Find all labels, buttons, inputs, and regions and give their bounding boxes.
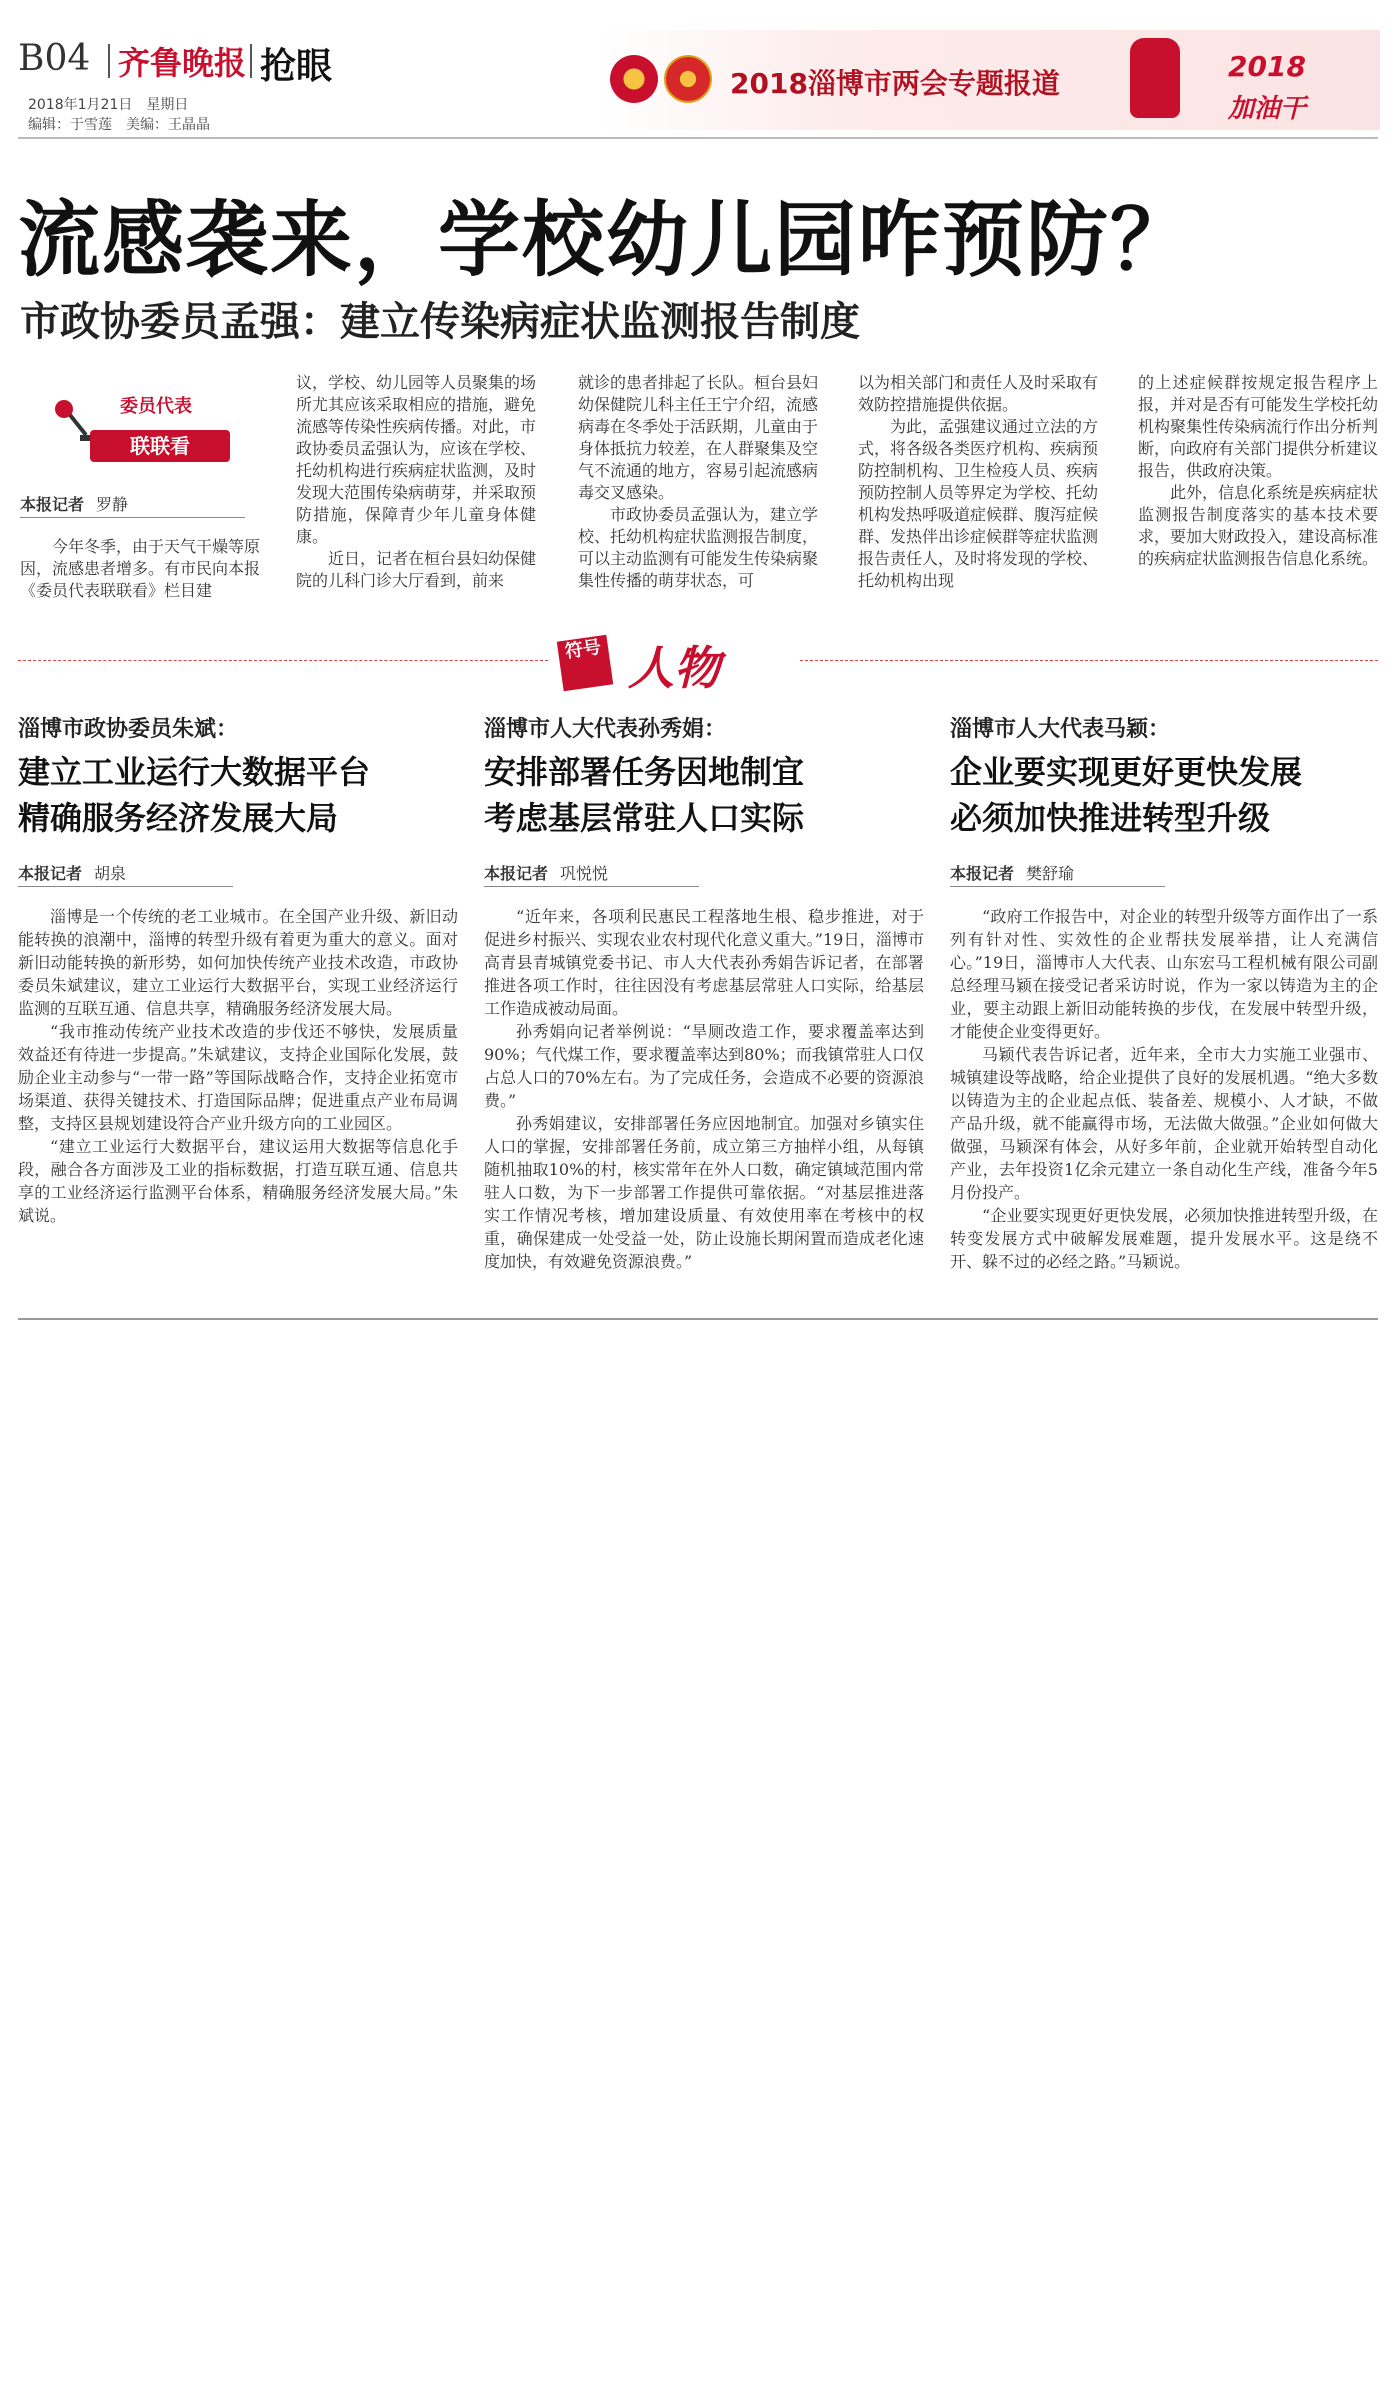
paragraph: 的上述症候群按规定报告程序上报，并对是否有可能发生学校托幼机构聚集性传染病流行作出分析判断，向政府有关部门提供分析建议报告，供政府决策。 — [1138, 373, 1379, 480]
article-column-2 — [296, 372, 536, 592]
column-logo-bottom: 联联看 — [90, 430, 230, 462]
section-logo-badge: 符号 — [557, 635, 613, 691]
story-title-line-1: 企业要实现更好更快发展 — [950, 753, 1303, 791]
paragraph: 就诊的患者排起了长队。桓台县妇幼保健院儿科主任王宁介绍，流感病毒在冬季处于活跃期，儿童由于身体抵抗力较差，在人群聚集及空气不流通的地方，容易引起流感病毒交叉感染。 — [578, 373, 819, 502]
sub-headline: 市政协委员孟强：建立传染病症状监测报告制度 — [20, 299, 860, 345]
banner-title: 2018淄博市两会专题报道 — [730, 67, 1060, 100]
story-title-line-1: 安排部署任务因地制宜 — [484, 753, 805, 791]
banner-slogan: 加油干 — [1228, 94, 1307, 124]
article-column-5 — [1138, 372, 1378, 570]
paragraph: 以为相关部门和责任人及时采取有效防控措施提供依据。 — [858, 373, 1099, 414]
paragraph: “建立工业运行大数据平台，建议运用大数据等信息化手段，融合各方面涉及工业的指标数据，打造互联互通、信息共享的工业经济运行监测平台体系，精确服务经济发展大局。”朱斌说。 — [18, 1137, 458, 1225]
bottom-rule — [18, 1318, 1378, 1320]
section-divider-right — [800, 660, 1378, 661]
paragraph: 市政协委员孟强认为，建立学校、托幼机构症状监测报告制度，可以主动监测有可能发生传染病聚集性传播的萌芽状态，可 — [578, 505, 819, 590]
article-column-1 — [20, 536, 260, 602]
article-byline — [20, 492, 245, 518]
story-byline — [950, 861, 1165, 887]
story-byline — [484, 861, 699, 887]
story-kicker: 淄博市人大代表马颖： — [950, 717, 1171, 742]
paragraph: 议，学校、幼儿园等人员聚集的场所尤其应该采取相应的措施，避免流感等传染性疾病传播。对此，市政协委员孟强认为，应该在学校、托幼机构进行疾病症状监测，及时发现大范围传染病萌芽，并采取预防措施，保障青少年儿童身体健康。 — [296, 373, 537, 546]
article-column-4 — [858, 372, 1098, 592]
paragraph: 此外，信息化系统是疾病症状监测报告制度落实的基本技术要求，要加大财政投入，建设高标准的疾病症状监测报告信息化系统。 — [1138, 483, 1379, 568]
section-divider-left — [18, 660, 548, 661]
staff-line: 编辑：于雪莲 美编：王晶晶 — [28, 117, 210, 133]
paragraph: 淄博是一个传统的老工业城市。在全国产业升级、新旧动能转换的浪潮中，淄博的转型升级有着更为重大的意义。面对新旧动能转换的新形势，如何加快传统产业技术改造，市政协委员朱斌建议，建立工业运行大数据平台，实现工业经济运行监测的互联互通、信息共享，精确服务经济发展大局。 — [18, 907, 458, 1018]
header-meta — [28, 95, 210, 135]
story-byline — [18, 861, 233, 887]
story-1 — [18, 712, 458, 1227]
story-2 — [484, 712, 924, 1273]
fist-icon — [1130, 38, 1180, 118]
main-headline: 流感袭来，学校幼儿园咋预防？ — [18, 193, 1195, 288]
newspaper-name: 齐鲁晚报 — [118, 44, 247, 82]
story-body — [18, 905, 458, 1227]
header-divider — [108, 44, 110, 78]
paragraph: “政府工作报告中，对企业的转型升级等方面作出了一系列有针对性、实效性的企业帮扶发展举措，让人充满信心。”19日，淄博市人大代表、山东宏马工程机械有限公司副总经理马颖在接受记者采访时说，作为一家以铸造为主的企业，要主动跟上新旧动能转换的步伐，在发展中转型升级，才能使企业变得更好。 — [950, 907, 1378, 1041]
byline-label: 本报记者 — [18, 864, 83, 883]
date-line: 2018年1月21日 星期日 — [28, 97, 189, 113]
story-kicker: 淄博市政协委员朱斌： — [18, 717, 239, 742]
byline-label: 本报记者 — [950, 864, 1015, 883]
paragraph: 孙秀娟向记者举例说：“旱厕改造工作，要求覆盖率达到90%；气代煤工作，要求覆盖率达到80%；而我镇常驻人口仅占总人口的70%左右。为了完成任务，会造成不必要的资源浪费。” — [484, 1022, 924, 1110]
column-logo-top: 委员代表 — [120, 396, 192, 417]
banner-year: 2018 — [1228, 50, 1306, 83]
story-3 — [950, 712, 1378, 1273]
paragraph: 近日，记者在桓台县妇幼保健院的儿科门诊大厅看到，前来 — [296, 549, 537, 590]
byline-label: 本报记者 — [20, 495, 85, 514]
byline-name: 胡泉 — [94, 864, 127, 883]
byline-name: 樊舒瑜 — [1026, 864, 1075, 883]
paragraph: 今年冬季，由于天气干燥等原因，流感患者增多。有市民向本报《委员代表联联看》栏目建 — [20, 537, 261, 600]
paragraph: 马颖代表告诉记者，近年来，全市大力实施工业强市、城镇建设等战略，给企业提供了良好的发展机遇。“绝大多数以铸造为主的企业起点低、装备差、规模小、人才缺，不做产品升级，就不能赢得市场，无法做大做强。”企业如何做大做强，马颖深有体会，从好多年前，企业就开始转型自动化产业，去年投资1亿余元建立一条自动化生产线，准备今年5月份投产。 — [950, 1045, 1378, 1202]
story-body — [484, 905, 924, 1273]
header-divider — [250, 44, 252, 78]
story-body — [950, 905, 1378, 1273]
header-rule — [18, 137, 1378, 139]
cppcc-emblem-icon — [664, 55, 712, 103]
section-name: 抢眼 — [260, 46, 333, 87]
story-kicker: 淄博市人大代表孙秀娟： — [484, 717, 727, 742]
byline-name: 罗静 — [96, 495, 129, 514]
national-emblem-icon — [610, 55, 658, 103]
paragraph: “近年来，各项利民惠民工程落地生根、稳步推进，对于促进乡村振兴、实现农业农村现代化意义重大。”19日，淄博市高青县青城镇党委书记、市人大代表孙秀娟告诉记者，在部署推进各项工作时，往往因没有考虑基层常驻人口实际，给基层工作造成被动局面。 — [484, 907, 924, 1018]
story-title-line-2: 精确服务经济发展大局 — [18, 799, 339, 837]
paragraph: 为此，孟强建议通过立法的方式，将各级各类医疗机构、疾病预防控制机构、卫生检疫人员、疾病预防控制人员等界定为学校、托幼机构发热呼吸道症候群、腹泻症候群、发热伴出诊症候群等症状监测报告责任人，及时将发现的学校、托幼机构出现 — [858, 417, 1099, 590]
byline-label: 本报记者 — [484, 864, 549, 883]
story-title-line-2: 考虑基层常驻人口实际 — [484, 799, 805, 837]
paragraph: “企业要实现更好更快发展，必须加快推进转型升级，在转变发展方式中破解发展难题，提升发展水平。这是绕不开、躲不过的必经之路。”马颖说。 — [950, 1206, 1378, 1271]
article-column-3 — [578, 372, 818, 592]
byline-name: 巩悦悦 — [560, 864, 609, 883]
paragraph: 孙秀娟建议，安排部署任务应因地制宜。加强对乡镇实住人口的掌握，安排部署任务前，成立第三方抽样小组，从每镇随机抽取10%的村，核实常年在外人口数，确定镇域范围内常驻人口数，为下一步部署工作提供可靠依据。“对基层推进落实工作情况考核，增加建设质量、有效使用率在考核中的权重，确保建成一处受益一处，防止设施长期闲置而造成老化速度加快，有效避免资源浪费。” — [484, 1114, 924, 1271]
story-title-line-2: 必须加快推进转型升级 — [950, 799, 1271, 837]
story-title-line-1: 建立工业运行大数据平台 — [18, 753, 371, 791]
page-number: B04 — [18, 38, 91, 79]
section-logo-text: 人物 — [628, 641, 720, 695]
paragraph: “我市推动传统产业技术改造的步伐还不够快，发展质量效益还有待进一步提高。”朱斌建议，支持企业国际化发展，鼓励企业主动参与“一带一路”等国际战略合作，支持企业拓宽市场渠道、获得关键技术、打造国际品牌；促进重点产业布局调整，支持区县规划建设符合产业升级方向的工业园区。 — [18, 1022, 458, 1133]
